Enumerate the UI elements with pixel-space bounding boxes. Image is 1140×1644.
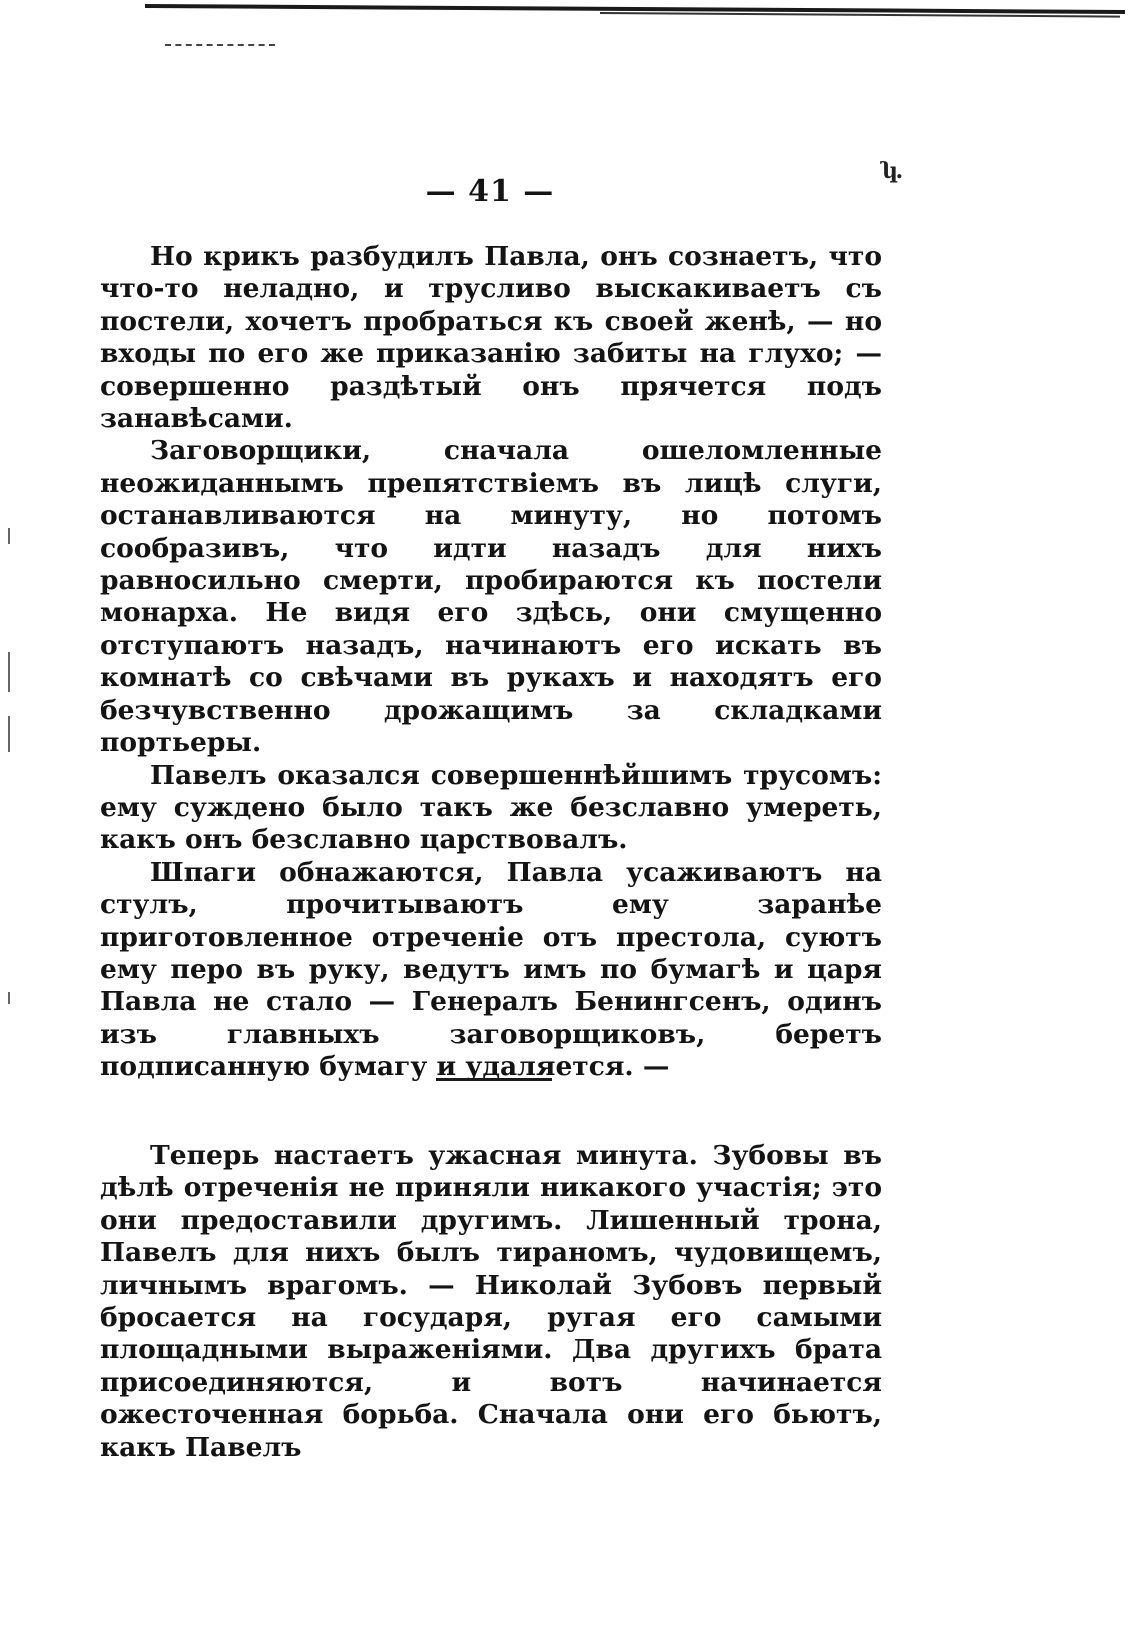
scan-edge-tick [8, 652, 10, 692]
page-number: — 41 — [425, 174, 555, 209]
section-divider [436, 1078, 552, 1081]
scan-dash-marks [165, 44, 275, 46]
paragraph: Шпаги обнажаются, Павла усаживаютъ на стулъ, прочитываютъ ему заранѣе приготовленное отреченіе отъ престола, суютъ ему перо въ руку, ведутъ имъ по бумагѣ и царя Павла не стало — Генералъ Бенингсенъ, одинъ изъ главныхъ заговорщиковъ, беретъ подписанную бумагу и удаляется. — [100, 856, 882, 1083]
paragraph: Теперь настаетъ ужасная минута. Зубовы въ дѣлѣ отреченія не приняли никакого участія; это они предоставили другимъ. Лишенный трона, Павелъ для нихъ былъ тираномъ, чудовищемъ, личнымъ врагомъ. — Николай Зубовъ первый бросается на государя, ругая его самыми площадными выраженіями. Два другихъ брата присоединяются, и вотъ начинается ожесточенная борьба. Сначала они его бьютъ, какъ Павелъ [100, 1140, 882, 1463]
scan-edge-tick [8, 716, 10, 752]
margin-mark: ʮ. [882, 158, 904, 184]
paragraph: Но крикъ разбудилъ Павла, онъ сознаетъ, что что-то неладно, и трусливо выскакиваетъ съ постели, хочетъ пробраться къ своей женѣ, — но входы по его же приказанію забиты на глухо; — совершенно раздѣтый онъ прячется подъ занавѣсами. [100, 241, 882, 435]
scan-edge-tick [8, 992, 10, 1004]
paragraph: Заговорщики, сначала ошеломленные неожиданнымъ препятствіемъ въ лицѣ слуги, останавливаются на минуту, но потомъ сообразивъ, что идти назадъ для нихъ равносильно смерти, пробираются къ постели монарха. Не видя его здѣсь, они смущенно отступаютъ назадъ, начинаютъ его искать въ комнатѣ со свѣчами въ рукахъ и находятъ его безчувственно дрожащимъ за складками портьеры. [100, 435, 882, 759]
text-block-part1 [100, 241, 882, 1084]
scan-edge-tick [8, 528, 10, 544]
text-block-part2 [100, 1140, 882, 1464]
paragraph: Павелъ оказался совершеннѣйшимъ трусомъ: ему суждено было такъ же безславно умереть, какъ онъ безславно царствовалъ. [100, 759, 882, 856]
